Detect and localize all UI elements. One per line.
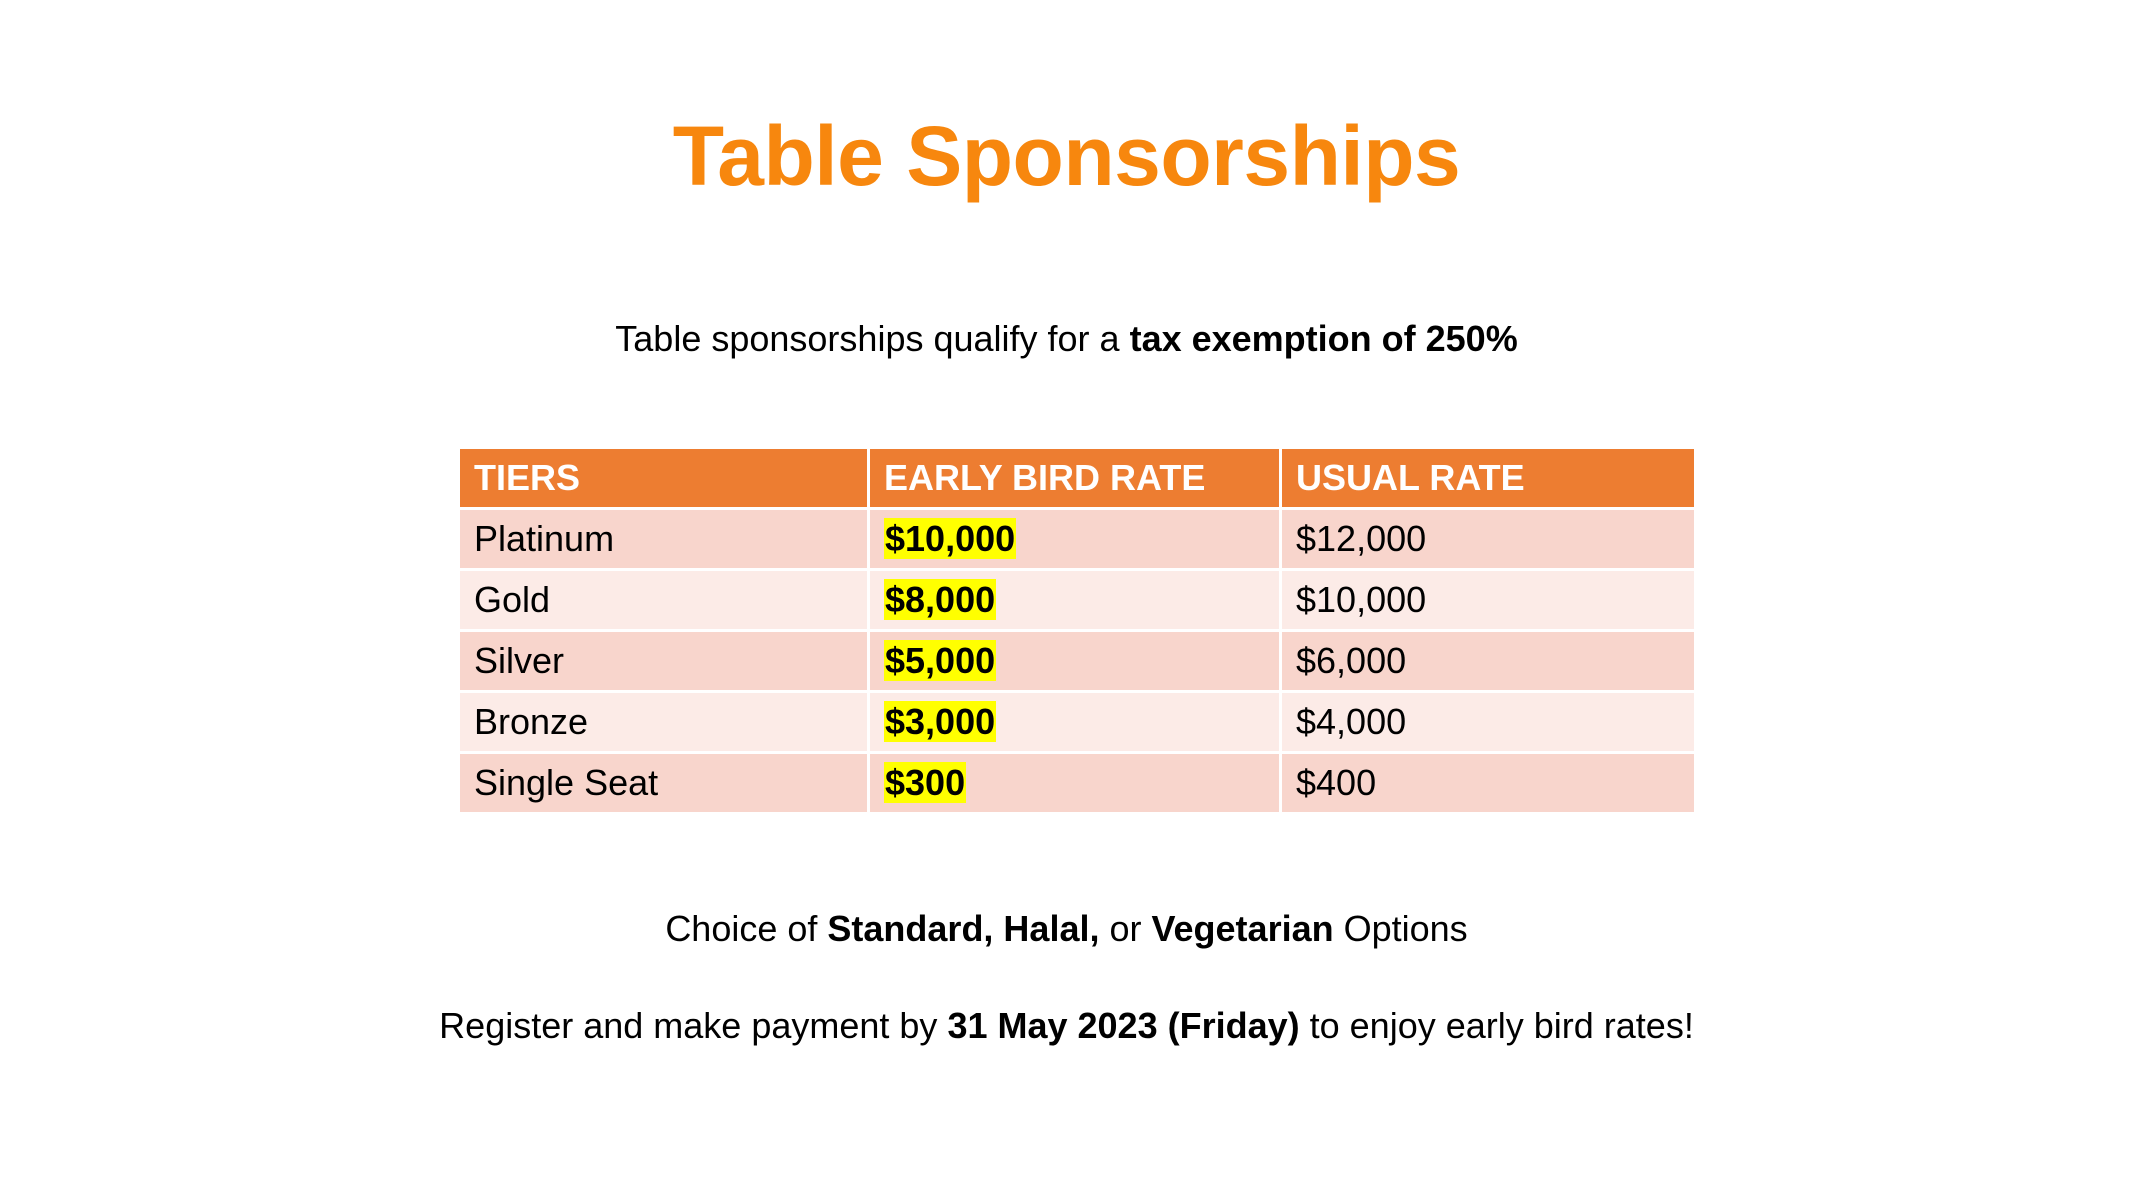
tax-exemption-prefix: Table sponsorships qualify for a	[615, 318, 1130, 359]
meal-options-bold-1: Standard, Halal,	[827, 908, 1100, 949]
meal-options-bold-2: Vegetarian	[1151, 908, 1334, 949]
meal-options-suffix: Options	[1333, 908, 1468, 949]
table-header-row	[460, 449, 1694, 510]
header-early-bird-rate: EARLY BIRD RATE	[870, 449, 1282, 510]
register-deadline: 31 May 2023 (Friday)	[947, 1005, 1300, 1046]
early-bird-cell	[870, 754, 1282, 815]
early-bird-rate: $3,000	[885, 701, 996, 742]
early-bird-rate: $5,000	[885, 640, 996, 681]
page-title: Table Sponsorships	[672, 109, 1461, 203]
early-bird-cell	[870, 571, 1282, 632]
meal-options-mid: or	[1099, 908, 1152, 949]
tier-name: Silver	[460, 632, 870, 693]
usual-rate: $12,000	[1282, 510, 1694, 571]
usual-rate: $400	[1282, 754, 1694, 815]
register-prefix: Register and make payment by	[439, 1005, 948, 1046]
table-row	[460, 632, 1694, 693]
header-tiers: TIERS	[460, 449, 870, 510]
tier-name: Platinum	[460, 510, 870, 571]
usual-rate: $6,000	[1282, 632, 1694, 693]
tax-exemption-bold: tax exemption of 250%	[1129, 318, 1518, 359]
early-bird-rate: $10,000	[885, 518, 1016, 559]
tier-name: Bronze	[460, 693, 870, 754]
tax-exemption-note	[0, 318, 2133, 360]
early-bird-cell	[870, 693, 1282, 754]
header-usual-rate: USUAL RATE	[1282, 449, 1694, 510]
register-suffix: to enjoy early bird rates!	[1299, 1005, 1694, 1046]
early-bird-rate: $300	[885, 762, 966, 803]
table-row	[460, 754, 1694, 815]
tier-name: Single Seat	[460, 754, 870, 815]
early-bird-rate: $8,000	[885, 579, 996, 620]
table-row	[460, 571, 1694, 632]
sponsorship-table	[460, 449, 1694, 815]
early-bird-cell	[870, 632, 1282, 693]
meal-options-prefix: Choice of	[665, 908, 828, 949]
table-row	[460, 693, 1694, 754]
register-note	[0, 1005, 2133, 1047]
tier-name: Gold	[460, 571, 870, 632]
usual-rate: $10,000	[1282, 571, 1694, 632]
early-bird-cell	[870, 510, 1282, 571]
table-row	[460, 510, 1694, 571]
usual-rate: $4,000	[1282, 693, 1694, 754]
meal-options-note	[0, 908, 2133, 950]
